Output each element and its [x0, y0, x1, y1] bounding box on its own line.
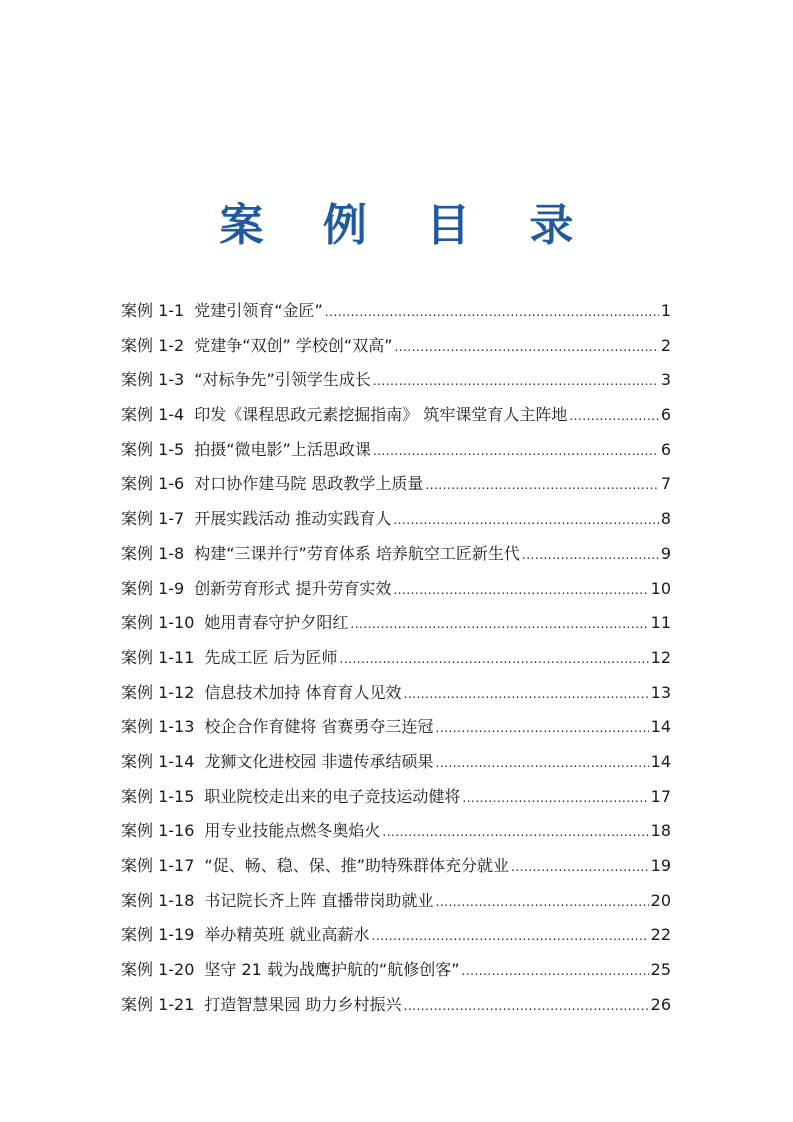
dot-leader: [373, 364, 659, 399]
dot-leader: [393, 503, 658, 538]
toc-entry-title: 职业院校走出来的电子竞技运动健将: [204, 786, 461, 806]
dot-leader: [372, 919, 649, 954]
toc-entry-number: 案例 1-3: [121, 370, 185, 390]
toc-entry-title: 党建争“双创” 学校创“双高”: [194, 335, 393, 355]
toc-entry-page-number: 6: [660, 405, 671, 425]
toc-entry-title: 党建引领育“金匠”: [194, 301, 323, 320]
toc-entry-label: [121, 953, 462, 988]
toc-entry-title: 构建“三课并行”劳育体系 培养航空工匠新生代: [194, 543, 520, 563]
toc-entry[interactable]: [121, 849, 671, 884]
toc-entry[interactable]: [121, 572, 671, 607]
toc-entry-number: 案例 1-16: [121, 821, 195, 841]
toc-entry[interactable]: [121, 363, 671, 398]
toc-entry[interactable]: [121, 745, 671, 780]
toc-entry-page-number: 9: [660, 543, 671, 563]
toc-entry-title: 拍摄“微电影”上活思政课: [194, 439, 371, 459]
toc-entry[interactable]: [121, 814, 671, 849]
toc-entry-title: 创新劳育形式 提升劳育实效: [194, 578, 392, 598]
toc-entry-title: 先成工匠 后为匠师: [204, 647, 338, 667]
toc-entry-title: 校企合作育健将 省赛勇夺三连冠: [204, 717, 434, 737]
toc-entry-label: [121, 329, 394, 364]
dot-leader: [404, 989, 649, 1024]
toc-entry-label: [121, 710, 436, 745]
toc-entry[interactable]: [121, 294, 671, 329]
toc-entry-title: 对口协作建马院 思政教学上质量: [194, 474, 424, 494]
toc-entry-number: 案例 1-11: [121, 647, 195, 667]
toc-entry-label: [121, 606, 350, 641]
toc-entry[interactable]: [121, 467, 671, 502]
toc-entry-page-number: 13: [650, 682, 671, 702]
toc-entry-page-number: 14: [650, 751, 671, 771]
toc-entry-label: [121, 467, 425, 502]
toc-entry-label: [121, 641, 340, 676]
toc-entry-page-number: 17: [650, 786, 671, 806]
toc-entry[interactable]: [121, 988, 671, 1023]
toc-entry-page-number: 26: [650, 994, 671, 1014]
toc-entry[interactable]: [121, 780, 671, 815]
toc-entry-page-number: 8: [660, 509, 671, 529]
dot-leader: [522, 538, 659, 573]
toc-entry-number: 案例 1-6: [121, 474, 185, 494]
toc-entry[interactable]: [121, 329, 671, 364]
toc-entry[interactable]: [121, 606, 671, 641]
dot-leader: [373, 434, 659, 469]
dot-leader: [325, 295, 659, 330]
toc-entry-page-number: 6: [660, 439, 671, 459]
table-of-contents: [121, 294, 671, 1022]
toc-entry-label: [121, 884, 436, 919]
toc-entry-title: 信息技术加持 体育育人见效: [204, 682, 402, 702]
toc-entry-number: 案例 1-1: [121, 301, 185, 320]
toc-entry-number: 案例 1-2: [121, 335, 185, 355]
toc-entry[interactable]: [121, 641, 671, 676]
toc-entry-page-number: 3: [660, 370, 671, 390]
toc-entry-label: [121, 363, 373, 398]
toc-entry-number: 案例 1-10: [121, 613, 195, 633]
toc-entry-number: 案例 1-13: [121, 717, 195, 737]
dot-leader: [462, 954, 649, 989]
toc-entry-title: 坚守 21 载为战鹰护航的“航修创客”: [204, 960, 460, 980]
toc-entry-label: [121, 814, 382, 849]
toc-entry-number: 案例 1-4: [121, 405, 185, 425]
dot-leader: [511, 850, 649, 885]
dot-leader: [436, 746, 649, 781]
toc-entry-title: 举办精英班 就业高薪水: [204, 925, 370, 945]
toc-entry-page-number: 7: [660, 474, 671, 494]
toc-entry[interactable]: [121, 537, 671, 572]
toc-entry-title: 用专业技能点燃冬奥焰火: [204, 821, 381, 841]
toc-entry-label: [121, 745, 436, 780]
dot-leader: [569, 399, 658, 434]
toc-entry-page-number: 12: [650, 647, 671, 667]
toc-entry-number: 案例 1-12: [121, 682, 195, 702]
toc-entry-title: “对标争先”引领学生成长: [194, 370, 371, 390]
toc-entry-label: [121, 988, 404, 1023]
toc-entry[interactable]: [121, 918, 671, 953]
toc-entry-title: 书记院长齐上阵 直播带岗助就业: [204, 890, 434, 910]
toc-entry-title: “促、畅、稳、保、推”助特殊群体充分就业: [204, 856, 509, 875]
dot-leader: [350, 607, 648, 642]
toc-entry-page-number: 18: [650, 821, 671, 841]
toc-entry-page-number: 20: [650, 890, 671, 910]
toc-entry-number: 案例 1-15: [121, 786, 195, 806]
toc-entry-number: 案例 1-8: [121, 543, 185, 563]
toc-entry-number: 案例 1-14: [121, 751, 195, 771]
toc-entry-page-number: 22: [650, 925, 671, 945]
toc-entry-label: [121, 294, 325, 329]
toc-entry-title: 她用青春守护夕阳红: [204, 613, 349, 633]
toc-entry-label: [121, 398, 569, 433]
toc-entry-label: [121, 676, 404, 711]
toc-entry-number: 案例 1-17: [121, 856, 195, 875]
dot-leader: [382, 815, 648, 850]
toc-entry-number: 案例 1-7: [121, 509, 185, 529]
toc-entry-number: 案例 1-19: [121, 925, 195, 945]
toc-entry[interactable]: [121, 433, 671, 468]
toc-entry-number: 案例 1-9: [121, 578, 185, 598]
toc-entry-page-number: 10: [650, 578, 671, 598]
toc-entry-page-number: 2: [660, 335, 671, 355]
toc-entry-title: 开展实践活动 推动实践育人: [194, 509, 392, 529]
toc-entry[interactable]: [121, 398, 671, 433]
toc-entry-label: [121, 572, 393, 607]
toc-entry-number: 案例 1-20: [121, 960, 195, 980]
toc-entry-page-number: 14: [650, 717, 671, 737]
dot-leader: [404, 677, 649, 712]
toc-entry-label: [121, 537, 522, 572]
dot-leader: [436, 885, 649, 920]
toc-entry-label: [121, 918, 372, 953]
toc-entry-page-number: 1: [660, 301, 671, 320]
toc-entry-page-number: 11: [650, 613, 671, 633]
toc-entry[interactable]: [121, 676, 671, 711]
toc-entry-label: [121, 502, 393, 537]
dot-leader: [340, 642, 649, 677]
toc-entry-label: [121, 780, 462, 815]
toc-entry[interactable]: [121, 953, 671, 988]
toc-entry[interactable]: [121, 710, 671, 745]
toc-entry[interactable]: [121, 502, 671, 537]
dot-leader: [462, 781, 648, 816]
dot-leader: [436, 711, 649, 746]
dot-leader: [394, 330, 658, 365]
toc-entry-number: 案例 1-5: [121, 439, 185, 459]
toc-entry-label: [121, 849, 511, 884]
toc-entry[interactable]: [121, 884, 671, 919]
dot-leader: [425, 468, 658, 503]
toc-entry-number: 案例 1-21: [121, 994, 195, 1014]
toc-entry-title: 龙狮文化进校园 非遗传承结硕果: [204, 751, 434, 771]
toc-entry-title: 印发《课程思政元素挖掘指南》 筑牢课堂育人主阵地: [194, 405, 568, 425]
toc-entry-label: [121, 433, 373, 468]
toc-entry-title: 打造智慧果园 助力乡村振兴: [204, 994, 402, 1014]
toc-entry-number: 案例 1-18: [121, 890, 195, 910]
toc-entry-page-number: 25: [650, 960, 671, 980]
dot-leader: [393, 573, 648, 608]
page-title: 案 例 目 录: [219, 200, 596, 251]
toc-entry-page-number: 19: [650, 856, 671, 875]
